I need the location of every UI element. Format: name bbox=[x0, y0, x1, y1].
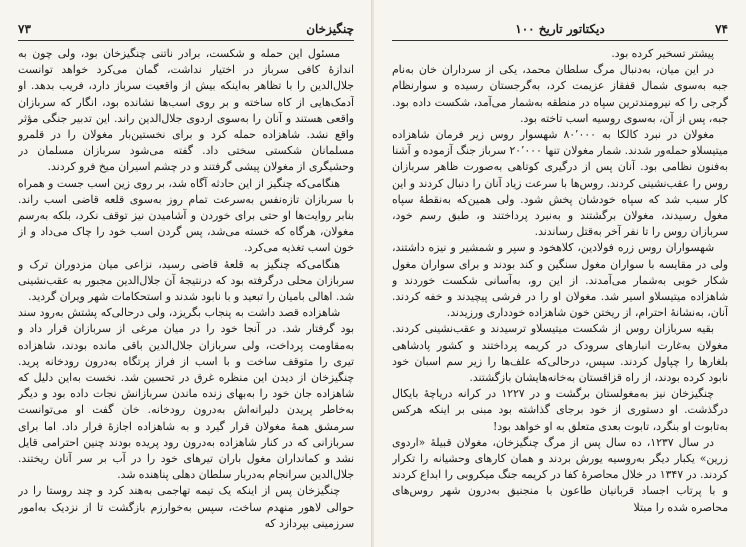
right-paragraph: بقیه سربازان روس از شکست میتیسلاو ترسیدند و عقب‌نشینی کردند. مغولان به‌غارت انبارهای سرودک در کریمه پرداختند و کشور پادشاهی بلغارها را چپاول کردند. سپس، درحالی‌که علف‌ها را زیر سم اسبان خود نابود کرده بودند، از راه قزاقستان به‌خانه‌هایشان بازگشتند. bbox=[392, 322, 728, 385]
left-page-number: ۷۳ bbox=[18, 22, 31, 36]
left-header-rule bbox=[18, 40, 354, 41]
right-paragraph: مغولان در نبرد کالکا به ۸۰٬۰۰۰ شهسوار روس زیر فرمان شاهزاده میتیسلاو حمله‌ور شدند. شمار مغولان تنها ۲۰٬۰۰۰ سرباز جنگ آزموده و آشنا به‌فنون نظامی بود. آنان پس از درگیری کوتاهی به‌صورت ظاهر سربازان روس را عقب‌نشینی کردند. روس‌ها با سرعت زیاد آنان را دنبال کردند و این کار سبب شد که سپاه خودشان پخش شود. ولی همین‌که به‌نقطهٔ سپاه مغول رسیدند، مغولان برگشتند و به‌نبرد پرداختند و، طبق رسم خود، سربازان روس را تا نفر آخر به‌قتل رساندند. bbox=[392, 128, 728, 239]
left-paragraph: مسئول این حمله و شکست، برادر ناتنی چنگیزخان بود، ولی چون به اندازهٔ کافی سرباز در اختیار نداشت، گمان می‌کرد خواهد توانست جلال‌الدین را با تظاهر به‌اینکه بیش از واقعیت سرباز دارد، فریب بدهد. او آدمک‌هایی از کاه ساخته و بر روی اسب‌ها نشانده بود، انگار که سربازان واقعی هستند و آنان را به‌سوی اردوی جلال‌الدین راند. این تدبیر جنگی مؤثر واقع نشد. شاهزاده حمله کرد و برای نخستین‌بار مغولان را در قلمرو مسلمانان شکستی سختی داد. گفته می‌شود سربازان مسلمان در وحشیگری از مغولان پیشی گرفتند و در چشم اسیران میخ فرو کردند. bbox=[18, 47, 354, 174]
right-page bbox=[374, 0, 746, 547]
right-page-header bbox=[392, 22, 728, 38]
right-header-rule bbox=[392, 40, 728, 41]
right-paragraph: چنگیزخان نیز به‌مغولستان برگشت و در ۱۲۲۷ در کرانه دریاچهٔ بایکال درگذشت. او دستوری از خود برجای گذاشته بود مبنی بر اینکه هرکس به‌تابوت او بنگرد، تابوت بعدی متعلق به او خواهد بود! bbox=[392, 387, 728, 433]
right-page-number: ۷۴ bbox=[715, 22, 728, 36]
left-page-body bbox=[18, 46, 354, 547]
left-page-header bbox=[18, 22, 354, 38]
right-paragraph: در سال ۱۲۳۷، ده سال پس از مرگ چنگیزخان، مغولان قبیلهٔ «اردوی زرین» یکبار دیگر به‌روسیه یورش بردند و همان کارهای وحشیانه را تکرار کردند. در ۱۳۴۷ در خلال محاصرهٔ کفا در کریمه جنگ میکروبی را ابداع کردند و با پرتاب اجساد قربانیان طاعون با منجنیق به‌درون شهر روس‌های محاصره شده را مبتلا bbox=[392, 435, 728, 514]
left-paragraph: چنگیزخان پس از اینکه یک تیمه تهاجمی به‌هند کرد و چند روستا را در حوالی لاهور منهدم ساخت، سپس به‌خوارزم بازگشت تا از نزدیک به‌امور سرزمینی بپردازد که bbox=[18, 484, 354, 530]
left-paragraph: هنگامی‌که چنگیز به قلعهٔ قاضی رسید، نزاعی میان مزدوران ترک و سربازان محلی درگرفته بود که درنتیجهٔ آن جلال‌الدین مجبور به عقب‌نشینی شد. اهالی بامیان را تبعید و با نابود شدند و استحکامات شهر ویران گردید. bbox=[18, 257, 354, 304]
right-paragraph: شهسواران روس زره فولادین، کلاهخود و سپر و شمشیر و نیزه داشتند، ولی در مقایسه با سواران مغول سنگین و کند بودند و برای سواران مغول شکار خوبی به‌شمار می‌آمدند. از این رو، به‌آسانی شکست خوردند و شاهزاده میتیسلاو اسیر شد. مغولان او را در فرشی پیچیدند و خفه کردند. آنان، به‌نشانهٔ احترام، از ریختن خون شاهزاده خودداری ورزیدند. bbox=[392, 241, 728, 320]
left-paragraph: شاهزاده قصد داشت به پنجاب بگریزد، ولی درحالی‌که پشتش به‌رود سند بود گرفتار شد. در آنجا خود را در میان مرغی از سربازان قرار داد و به‌مقاومت پرداخت، ولی سربازان جلال‌الدین باقی مانده بودند، شاهزاده تیری را متوقف ساخت و با اسب از فراز پرتگاه به‌درون رودخانه پرید. چنگیزخان از دیدن این منظره غرق در تحسین شد. نخست به‌این دلیل که شاهزاده جان خود را به‌بهای زنده ماندن سربازانش نجات داده بود و دیگر به‌خاطر پریدن دلیرانه‌اش به‌درون رودخانه. خان گفت او می‌توانست سرمشق همهٔ مغولان قرار گیرد و به شاهزاده اجازهٔ فرار داد. اما برای سربازانی که در کنار شاهزاده به‌درون رود پریده بودند چنین احترامی قایل نشد و کمانداران مغول باران تیرهای خود را در آب بر سر آنان ریختند. جلال‌الدین سرانجام به‌دربار سلطان دهلی پناهنده شد. bbox=[18, 306, 354, 482]
right-paragraph: پیشتر تسخیر کرده بود. bbox=[611, 47, 714, 60]
right-running-title: ۱۰۰ دیکتاتور تاریخ bbox=[515, 22, 605, 36]
left-paragraph: هنگامی‌که چنگیز از این حادثه آگاه شد، بر روی زین اسب جست و همراه با سربازان تازه‌نفس به‌سرعت تمام روز به‌سوی قلعه قاضی اسب راند. بنابر روایت‌ها او حتی برای خوردن و آشامیدن نیز توقف نکرد، بلکه به‌رسم مغولان، هرگاه که خسته می‌شد، پس گردن اسب خود را چاک می‌داد و از خون اسب تغذیه می‌کرد. bbox=[18, 176, 354, 255]
left-running-title: چنگیزخان bbox=[306, 22, 354, 36]
right-page-body bbox=[392, 46, 728, 547]
left-page bbox=[0, 0, 372, 547]
right-paragraph: در این میان، به‌دنبال مرگ سلطان محمد، یکی از سرداران خان به‌نام جبه به‌سوی شمال قفقاز عزیمت کرد، به‌گرجستان رسیده و سوارنظام گرجی را که نیرومندترین سپاه در منطقه به‌شمار می‌آمد، شکست داده بود. جبه، پس از آن، به‌سوی روسیه اسب تاخته بود. bbox=[392, 63, 728, 125]
